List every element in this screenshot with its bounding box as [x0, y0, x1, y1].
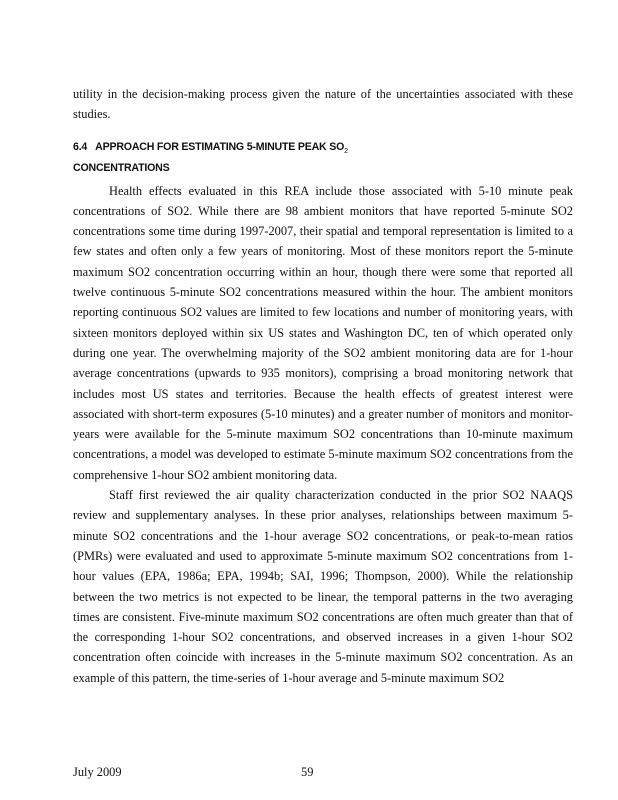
body-paragraph-1: Health effects evaluated in this REA include those associated with 5-10 minute peak concentrations of SO2. While there are 98 ambient monitors that have reported 5-minute SO2 concentrations some time during 1997-2007, their spatial and temporal representation is limited to a few states and often only a few years of monitoring. Most of these monitors report the 5-minute maximum SO2 concentration occurring within an hour, though there were some that reported all twelve continuous 5-minute SO2 concentrations measured within the hour. The ambient monitors reporting continuous SO2 values are limited to few locations and number of monitoring years, with sixteen monitors deployed within six US states and Washington DC, ten of which operated only during one year. The overwhelming majority of the SO2 ambient monitoring data are for 1-hour average concentrations (upwards to 935 monitors), comprising a broad monitoring network that includes most US states and territories. Because the health effects of greatest interest were associated with short-term exposures (5-10 minutes) and a greater number of monitors and monitor-years were available for the 5-minute maximum SO2 concentrations than 10-minute maximum concentrations, a model was developed to estimate 5-minute maximum SO2 concentrations from the comprehensive 1-hour SO2 ambient monitoring data.	[73, 183, 573, 482]
section-title-subscript: 2	[344, 147, 348, 155]
body-paragraph-2: Staff first reviewed the air quality characterization conducted in the prior SO2 NAAQS review and supplementary analyses. In these prior analyses, relationships between maximum 5-minute SO2 concentrations and the 1-hour average SO2 concentrations, or peak-to-mean ratios (PMRs) were evaluated and used to approximate 5-minute maximum SO2 concentrations from 1-hour values (EPA, 1986a; EPA, 1994b; SAI, 1996; Thompson, 2000). While the relationship between the two metrics is not expected to be linear, the temporal patterns in the two averaging times are consistent. Five-minute maximum SO2 concentrations are often much greater than that of the corresponding 1-hour SO2 concentrations, and observed increases in a given 1-hour SO2 concentration often coincide with increases in the 5-minute maximum SO2 concentration. As an example of this pattern, the time-series of 1-hour average and 5-minute maximum SO2	[73, 488, 573, 685]
section-heading	[73, 139, 573, 177]
section-title: APPROACH FOR ESTIMATING 5-MINUTE PEAK SO	[95, 140, 345, 153]
page-body	[73, 84, 573, 688]
section-number: 6.4	[73, 140, 88, 153]
spacer	[73, 125, 573, 139]
footer-date: July 2009	[73, 765, 122, 779]
section-title-line2: CONCENTRATIONS	[73, 161, 170, 174]
page-number: 59	[301, 765, 314, 779]
intro-paragraph: utility in the decision-making process given the nature of the uncertainties associated with these studies.	[73, 87, 573, 122]
